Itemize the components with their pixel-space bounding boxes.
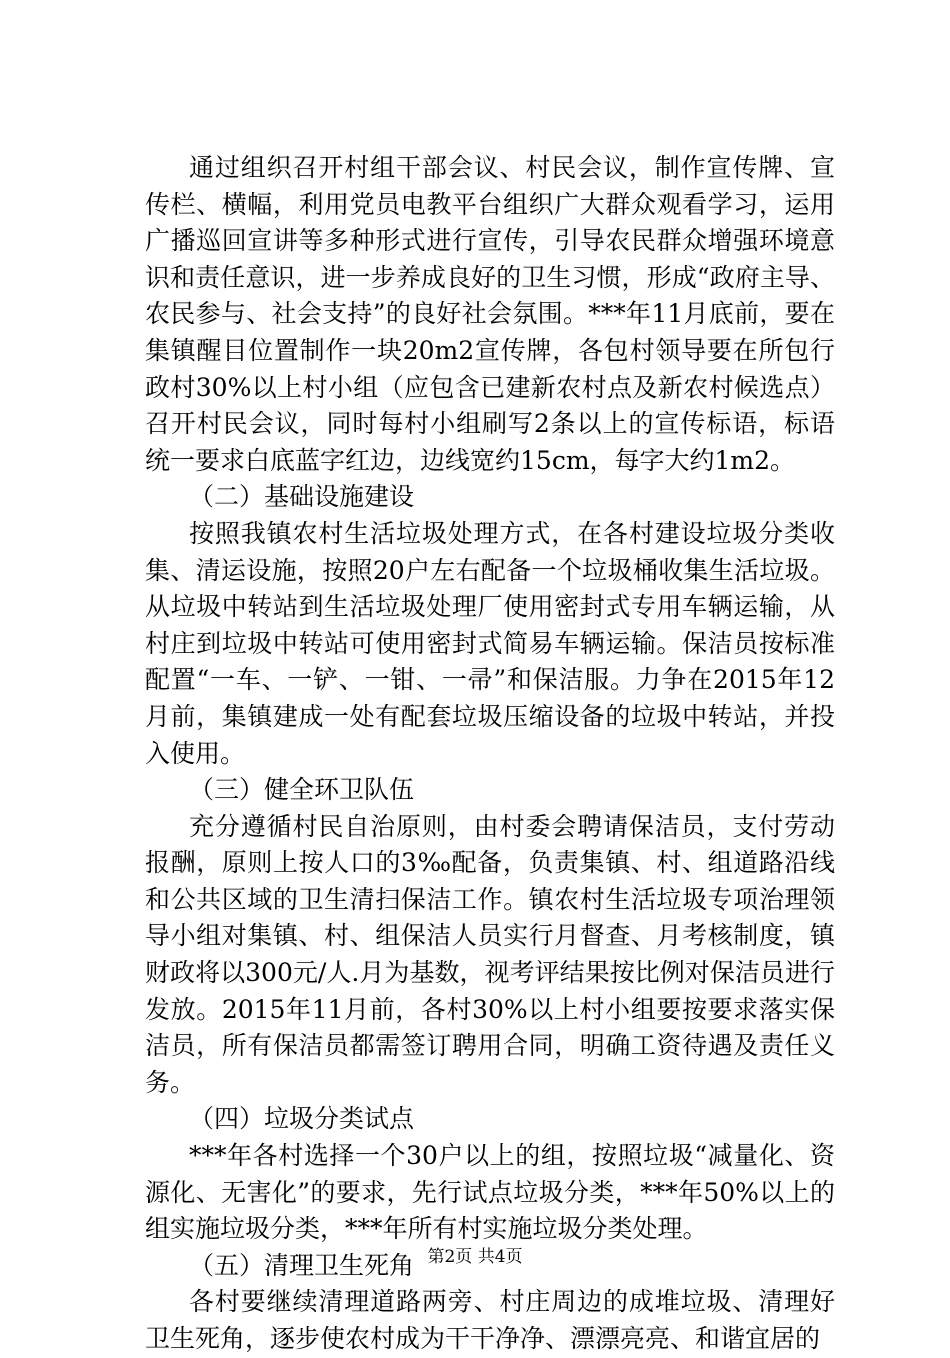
section-heading-sanitation-team: （三）健全环卫队伍 — [189, 775, 415, 805]
section-heading-cleanup: （五）清理卫生死角 — [189, 1250, 415, 1280]
paragraph-sanitation-team: 充分遵循村民自治原则，由村委会聘请保洁员，支付劳动报酬，原则上按人口的3‰配备，负责集镇、村、组道路沿线和公共区域的卫生清扫保洁工作。镇农村生活垃圾专项治理领导小组对集镇、村、组保洁人员实行月督查、月考核制度，镇财政将以300元/人.月为基数，视考评结果按比例对保洁员进行发放。2015年11月前，各村30%以上村小组要按要求落实保洁员，所有保洁员都需签订聘用合同，明确工资待遇及责任义务。 — [145, 811, 835, 1097]
document-body — [145, 150, 835, 1358]
paragraph-cleanup: 各村要继续清理道路两旁、村庄周边的成堆垃圾、清理好卫生死角，逐步使农村成为干干净净、漂漂亮亮、和谐宜居的 — [145, 1287, 835, 1353]
paragraph-publicity: 通过组织召开村组干部会议、村民会议，制作宣传牌、宣传栏、横幅，利用党员电教平台组织广大群众观看学习，运用广播巡回宣讲等多种形式进行宣传，引导农民群众增强环境意识和责任意识，进一步养成良好的卫生习惯，形成“政府主导、农民参与、社会支持”的良好社会氛围。***年11月底前，要在集镇醒目位置制作一块20m2宣传牌，各包村领导要在所包行政村30%以上村小组（应包含已建新农村点及新农村候选点）召开村民会议，同时每村小组刷写2条以上的宣传标语，标语统一要求白底蓝字红边，边线宽约15cm，每字大约1m2。 — [145, 153, 835, 475]
section-heading-sorting-pilot: （四）垃圾分类试点 — [189, 1104, 415, 1134]
paragraph-infrastructure: 按照我镇农村生活垃圾处理方式，在各村建设垃圾分类收集、清运设施，按照20户左右配备一个垃圾桶收集生活垃圾。从垃圾中转站到生活垃圾处理厂使用密封式专用车辆运输，从村庄到垃圾中转站可使用密封式简易车辆运输。保洁员按标准配置“一车、一铲、一钳、一帚”和保洁服。力争在2015年12月前，集镇建成一处有配套垃圾压缩设备的垃圾中转站，并投入使用。 — [145, 518, 835, 768]
page-footer: 第2页 共4页 — [427, 1247, 523, 1267]
section-heading-infrastructure: （二）基础设施建设 — [189, 482, 415, 512]
paragraph-sorting-pilot: ***年各村选择一个30户以上的组，按照垃圾“减量化、资源化、无害化”的要求，先行试点垃圾分类，***年50%以上的组实施垃圾分类，***年所有村实施垃圾分类处理。 — [145, 1141, 835, 1244]
